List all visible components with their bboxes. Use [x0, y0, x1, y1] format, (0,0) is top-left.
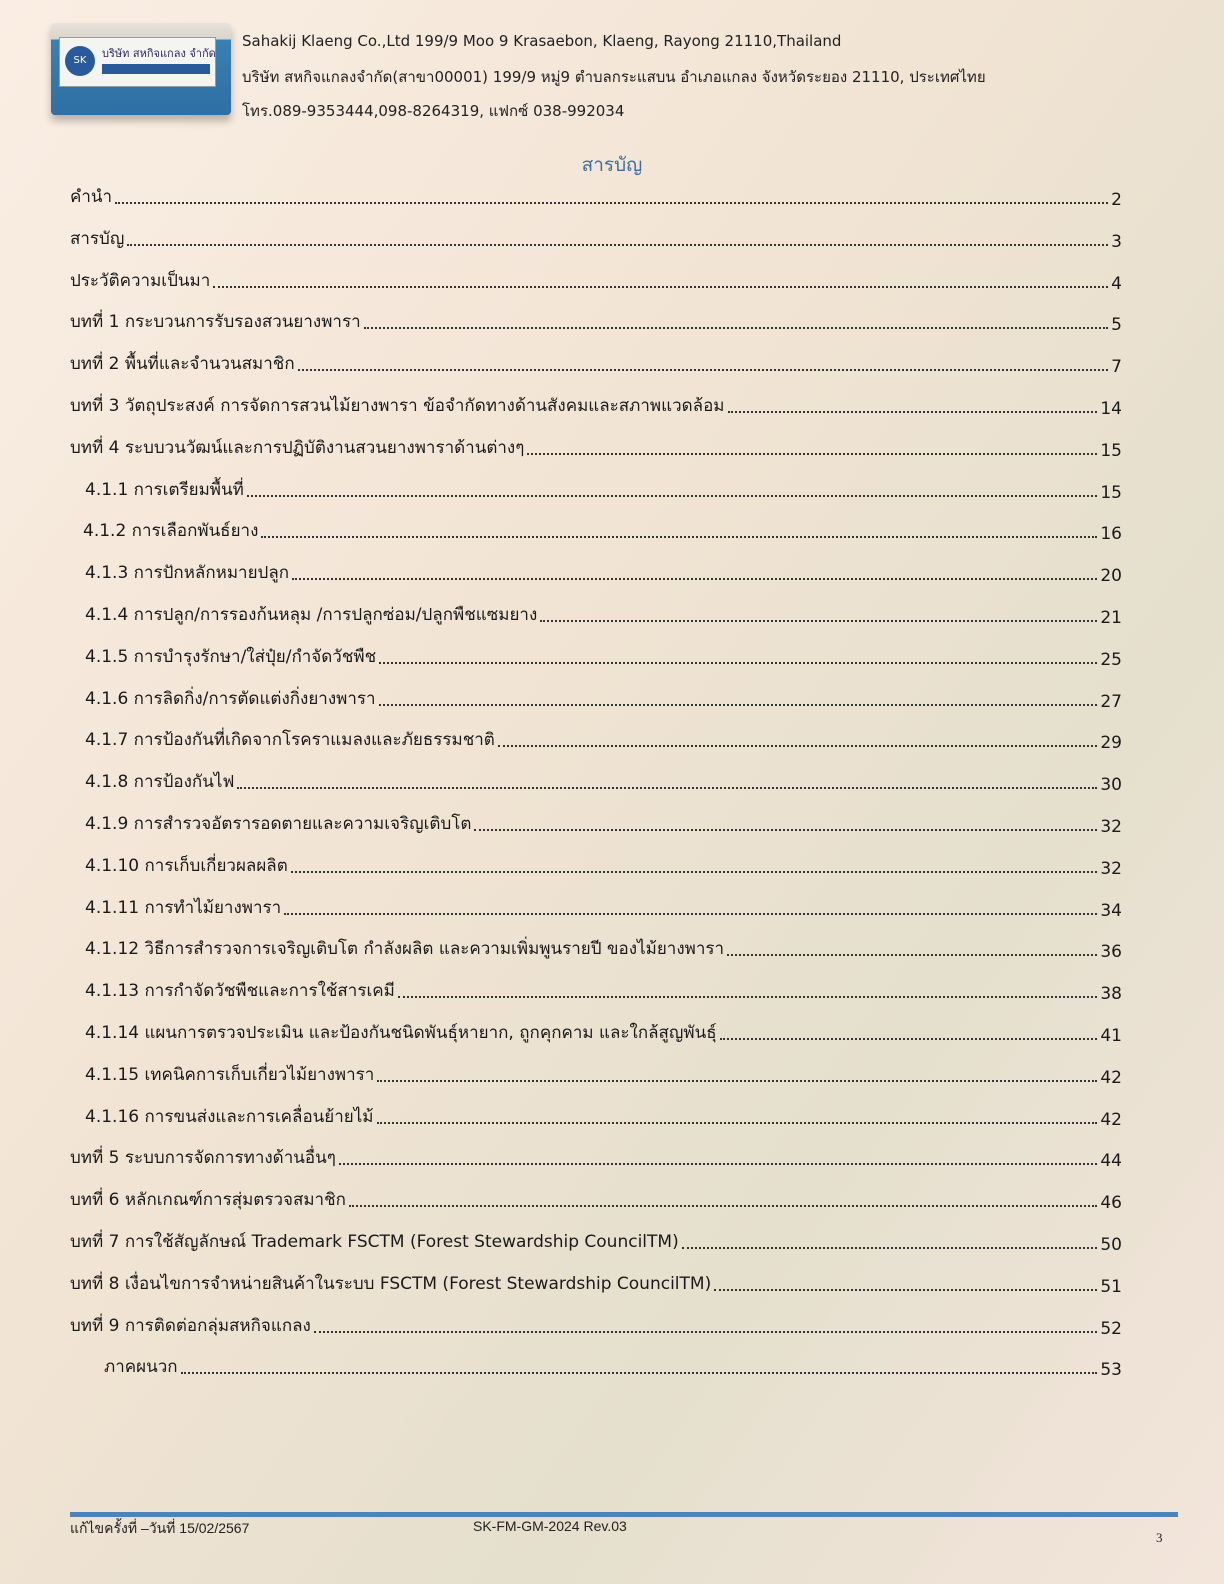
toc-dot-leader — [339, 1163, 1098, 1165]
toc-entry[interactable] — [85, 936, 1122, 962]
toc-entry-page: 21 — [1100, 608, 1122, 628]
toc-entry[interactable] — [70, 309, 1122, 335]
toc-entry-label: 4.1.10 การเก็บเกี่ยวผลผลิต — [85, 855, 288, 876]
toc-entry-page: 30 — [1100, 775, 1122, 796]
toc-entry[interactable] — [70, 435, 1122, 461]
toc-entry[interactable] — [70, 1145, 1122, 1171]
toc-entry-page: 2 — [1111, 190, 1122, 210]
toc-entry[interactable] — [70, 393, 1122, 419]
toc-entry-label: 4.1.16 การขนส่งและการเคลื่อนย้ายไม้ — [85, 1106, 374, 1127]
toc-dot-leader — [474, 829, 1097, 831]
toc-dot-leader — [349, 1205, 1097, 1207]
toc-entry-label: ภาคผนวก — [104, 1357, 178, 1378]
toc-entry-label: บทที่ 6 หลักเกณฑ์การสุ่มตรวจสมาชิก — [70, 1190, 346, 1211]
toc-entry-label: บทที่ 5 ระบบการจัดการทางด้านอื่นๆ — [70, 1148, 336, 1169]
toc-entry-label: บทที่ 7 การใช้สัญลักษณ์ Trademark FSCTM (Forest Stewardship CouncilTM) — [70, 1232, 679, 1252]
header-thai-address: บริษัท สหกิจแกลงจำกัด(สาขา00001) 199/9 หมู่9 ตำบลกระแสบน อำเภอแกลง จังหวัดระยอง 21110, ประเทศไทย — [242, 68, 986, 86]
toc-dot-leader — [714, 1289, 1097, 1291]
toc-entry-page: 53 — [1100, 1360, 1122, 1381]
toc-entry[interactable] — [70, 1313, 1122, 1339]
header-english-address: Sahakij Klaeng Co.,Ltd 199/9 Moo 9 Krasaebon, Klaeng, Rayong 21110,Thailand — [242, 32, 842, 50]
toc-dot-leader — [379, 662, 1097, 664]
toc-entry[interactable] — [70, 268, 1122, 294]
toc-dot-leader — [237, 787, 1097, 789]
toc-entry-label: ประวัติความเป็นมา — [70, 270, 211, 291]
toc-dot-leader — [377, 1122, 1098, 1124]
toc-entry-label: 4.1.4 การปลูก/การรองก้นหลุม /การปลูกซ่อม/ปลูกพืชแซมยาง — [85, 605, 538, 625]
toc-entry-page: 36 — [1100, 942, 1122, 963]
toc-entry-page: 15 — [1100, 440, 1122, 461]
toc-entry-label: 4.1.9 การสำรวจอัตรารอดตายและความเจริญเติบโต — [85, 814, 472, 834]
toc-entry[interactable] — [85, 978, 1122, 1004]
toc-dot-leader — [115, 202, 1108, 204]
toc-dot-leader — [181, 1372, 1098, 1374]
toc-entry-page: 34 — [1100, 900, 1122, 921]
toc-entry-page: 15 — [1100, 482, 1122, 503]
toc-entry-label: 4.1.12 วิธีการสำรวจการเจริญเติบโต กำลังผลิต และความเพิ่มพูนรายปี ของไม้ยางพารา — [85, 939, 725, 960]
toc-dot-leader — [364, 327, 1109, 329]
toc-entry-label: บทที่ 1 กระบวนการรับรองสวนยางพารา — [70, 312, 361, 333]
toc-entry-page: 25 — [1100, 649, 1122, 670]
toc-entry-page: 27 — [1100, 691, 1122, 712]
toc-entry-page: 42 — [1100, 1067, 1122, 1088]
footer-revision: แก้ไขครั้งที่ –วันที่ 15/02/2567 — [70, 1520, 250, 1536]
toc-entry[interactable] — [85, 686, 1122, 712]
toc-entry-page: 16 — [1100, 524, 1122, 545]
toc-dot-leader — [398, 996, 1097, 998]
toc-entry[interactable] — [85, 769, 1122, 795]
toc-dot-leader — [727, 954, 1097, 956]
toc-entry-label: 4.1.5 การบำรุงรักษา/ใส่ปุ๋ย/กำจัดวัชพืช — [85, 646, 377, 667]
toc-entry-page: 7 — [1111, 357, 1122, 378]
toc-entry[interactable] — [70, 1229, 1122, 1255]
toc-entry[interactable] — [83, 518, 1122, 544]
header-contact: โทร.089-9353444,098-8264319, แฟกซ์ 038-992034 — [242, 102, 625, 120]
toc-entry-page: 20 — [1100, 566, 1122, 587]
toc-entry-label: บทที่ 4 ระบบวนวัฒน์และการปฏิบัติงานสวนยางพาราด้านต่างๆ — [70, 437, 525, 458]
toc-entry-label: บทที่ 2 พื้นที่และจำนวนสมาชิก — [70, 354, 295, 375]
toc-entry-label: บทที่ 3 วัตถุประสงค์ การจัดการสวนไม้ยางพารา ข้อจำกัดทางด้านสังคมและสภาพแวดล้อม — [70, 396, 725, 416]
toc-entry-label: 4.1.13 การกำจัดวัชพืชและการใช้สารเคมี — [85, 981, 395, 1002]
toc-dot-leader — [213, 286, 1108, 288]
company-logo — [51, 23, 231, 115]
toc-entry[interactable] — [85, 560, 1122, 586]
toc-dot-leader — [291, 871, 1098, 873]
toc-entry-page: 51 — [1100, 1276, 1122, 1297]
toc-dot-leader — [298, 369, 1109, 371]
toc-dot-leader — [527, 453, 1097, 455]
toc-entry-page: 50 — [1100, 1235, 1122, 1255]
toc-dot-leader — [377, 1080, 1097, 1082]
toc-entry-label: 4.1.6 การลิดกิ่ง/การตัดแต่งกิ่งยางพารา — [85, 688, 376, 709]
toc-entry[interactable] — [70, 1187, 1122, 1213]
toc-entry[interactable] — [85, 477, 1122, 503]
toc-entry-label: คำนำ — [70, 187, 113, 207]
toc-entry-page: 3 — [1111, 231, 1122, 252]
toc-entry-label: 4.1.3 การปักหลักหมายปลูก — [85, 563, 290, 584]
toc-dot-leader — [728, 411, 1098, 413]
toc-entry-page: 52 — [1100, 1318, 1122, 1339]
toc-entry-label: 4.1.8 การป้องกันไฟ — [85, 772, 235, 793]
toc-title: สารบัญ — [581, 154, 643, 176]
toc-entry[interactable] — [85, 1104, 1122, 1130]
toc-entry[interactable] — [70, 226, 1122, 252]
toc-entry-page: 4 — [1111, 273, 1122, 294]
toc-dot-leader — [247, 495, 1098, 497]
toc-entry[interactable] — [85, 644, 1122, 670]
toc-entry-page: 14 — [1100, 399, 1122, 419]
footer-doc-code: SK-FM-GM-2024 Rev.03 — [473, 1518, 627, 1534]
toc-entry[interactable] — [85, 727, 1122, 753]
toc-dot-leader — [261, 536, 1097, 538]
toc-dot-leader — [540, 620, 1097, 622]
toc-entry-label: 4.1.7 การป้องกันที่เกิดจากโรคราแมลงและภัยธรรมชาติ — [85, 730, 495, 751]
toc-entry-page: 32 — [1100, 817, 1122, 837]
toc-entry-label: สารบัญ — [70, 228, 125, 249]
logo-sign-text: บริษัท สหกิจแกลง จำกัด — [102, 47, 216, 60]
toc-entry[interactable] — [85, 1020, 1122, 1046]
toc-entry-page: 42 — [1100, 1109, 1122, 1130]
toc-dot-leader — [682, 1247, 1098, 1249]
toc-entry[interactable] — [70, 184, 1122, 210]
toc-dot-leader — [314, 1331, 1098, 1333]
toc-entry-label: 4.1.2 การเลือกพันธ์ยาง — [83, 521, 259, 542]
toc-entry-page: 41 — [1100, 1026, 1122, 1046]
toc-dot-leader — [127, 244, 1108, 246]
toc-entry-label: 4.1.15 เทคนิคการเก็บเกี่ยวไม้ยางพารา — [85, 1064, 375, 1085]
toc-entry-page: 5 — [1111, 315, 1122, 336]
toc-dot-leader — [720, 1038, 1098, 1040]
toc-dot-leader — [292, 578, 1097, 580]
toc-entry-page: 32 — [1100, 858, 1122, 879]
toc-entry-label: บทที่ 9 การติดต่อกลุ่มสหกิจแกลง — [70, 1315, 311, 1336]
toc-entry-page: 29 — [1100, 733, 1122, 754]
toc-entry[interactable] — [85, 853, 1122, 879]
toc-entry-label: 4.1.1 การเตรียมพื้นที่ — [85, 479, 244, 500]
logo-sign — [59, 37, 216, 87]
logo-emblem: SK — [65, 46, 95, 76]
toc-entry-label: บทที่ 8 เงื่อนไขการจำหน่ายสินค้าในระบบ FSCTM (Forest Stewardship CouncilTM) — [70, 1273, 712, 1294]
toc-entry[interactable] — [70, 351, 1122, 377]
toc-entry[interactable] — [85, 895, 1122, 921]
toc-dot-leader — [284, 913, 1097, 915]
toc-entry-label: 4.1.11 การทำไม้ยางพารา — [85, 897, 282, 918]
footer-divider — [70, 1512, 1178, 1517]
toc-entry-page: 38 — [1100, 984, 1122, 1005]
toc-entry-page: 46 — [1100, 1193, 1122, 1214]
toc-entry[interactable] — [85, 811, 1122, 837]
toc-dot-leader — [498, 745, 1098, 747]
toc-entry[interactable] — [85, 1062, 1122, 1088]
page-number: 3 — [1156, 1530, 1163, 1545]
toc-entry-label: 4.1.14 แผนการตรวจประเมิน และป้องกันชนิดพันธุ์หายาก, ถูกคุกคาม และใกล้สูญพันธุ์ — [85, 1023, 717, 1043]
toc-entry-page: 44 — [1100, 1151, 1122, 1172]
toc-dot-leader — [379, 704, 1098, 706]
toc-entry[interactable] — [85, 602, 1122, 628]
toc-entry[interactable] — [70, 1271, 1122, 1297]
toc-entry[interactable] — [104, 1354, 1122, 1380]
logo-sign-band — [102, 64, 210, 74]
